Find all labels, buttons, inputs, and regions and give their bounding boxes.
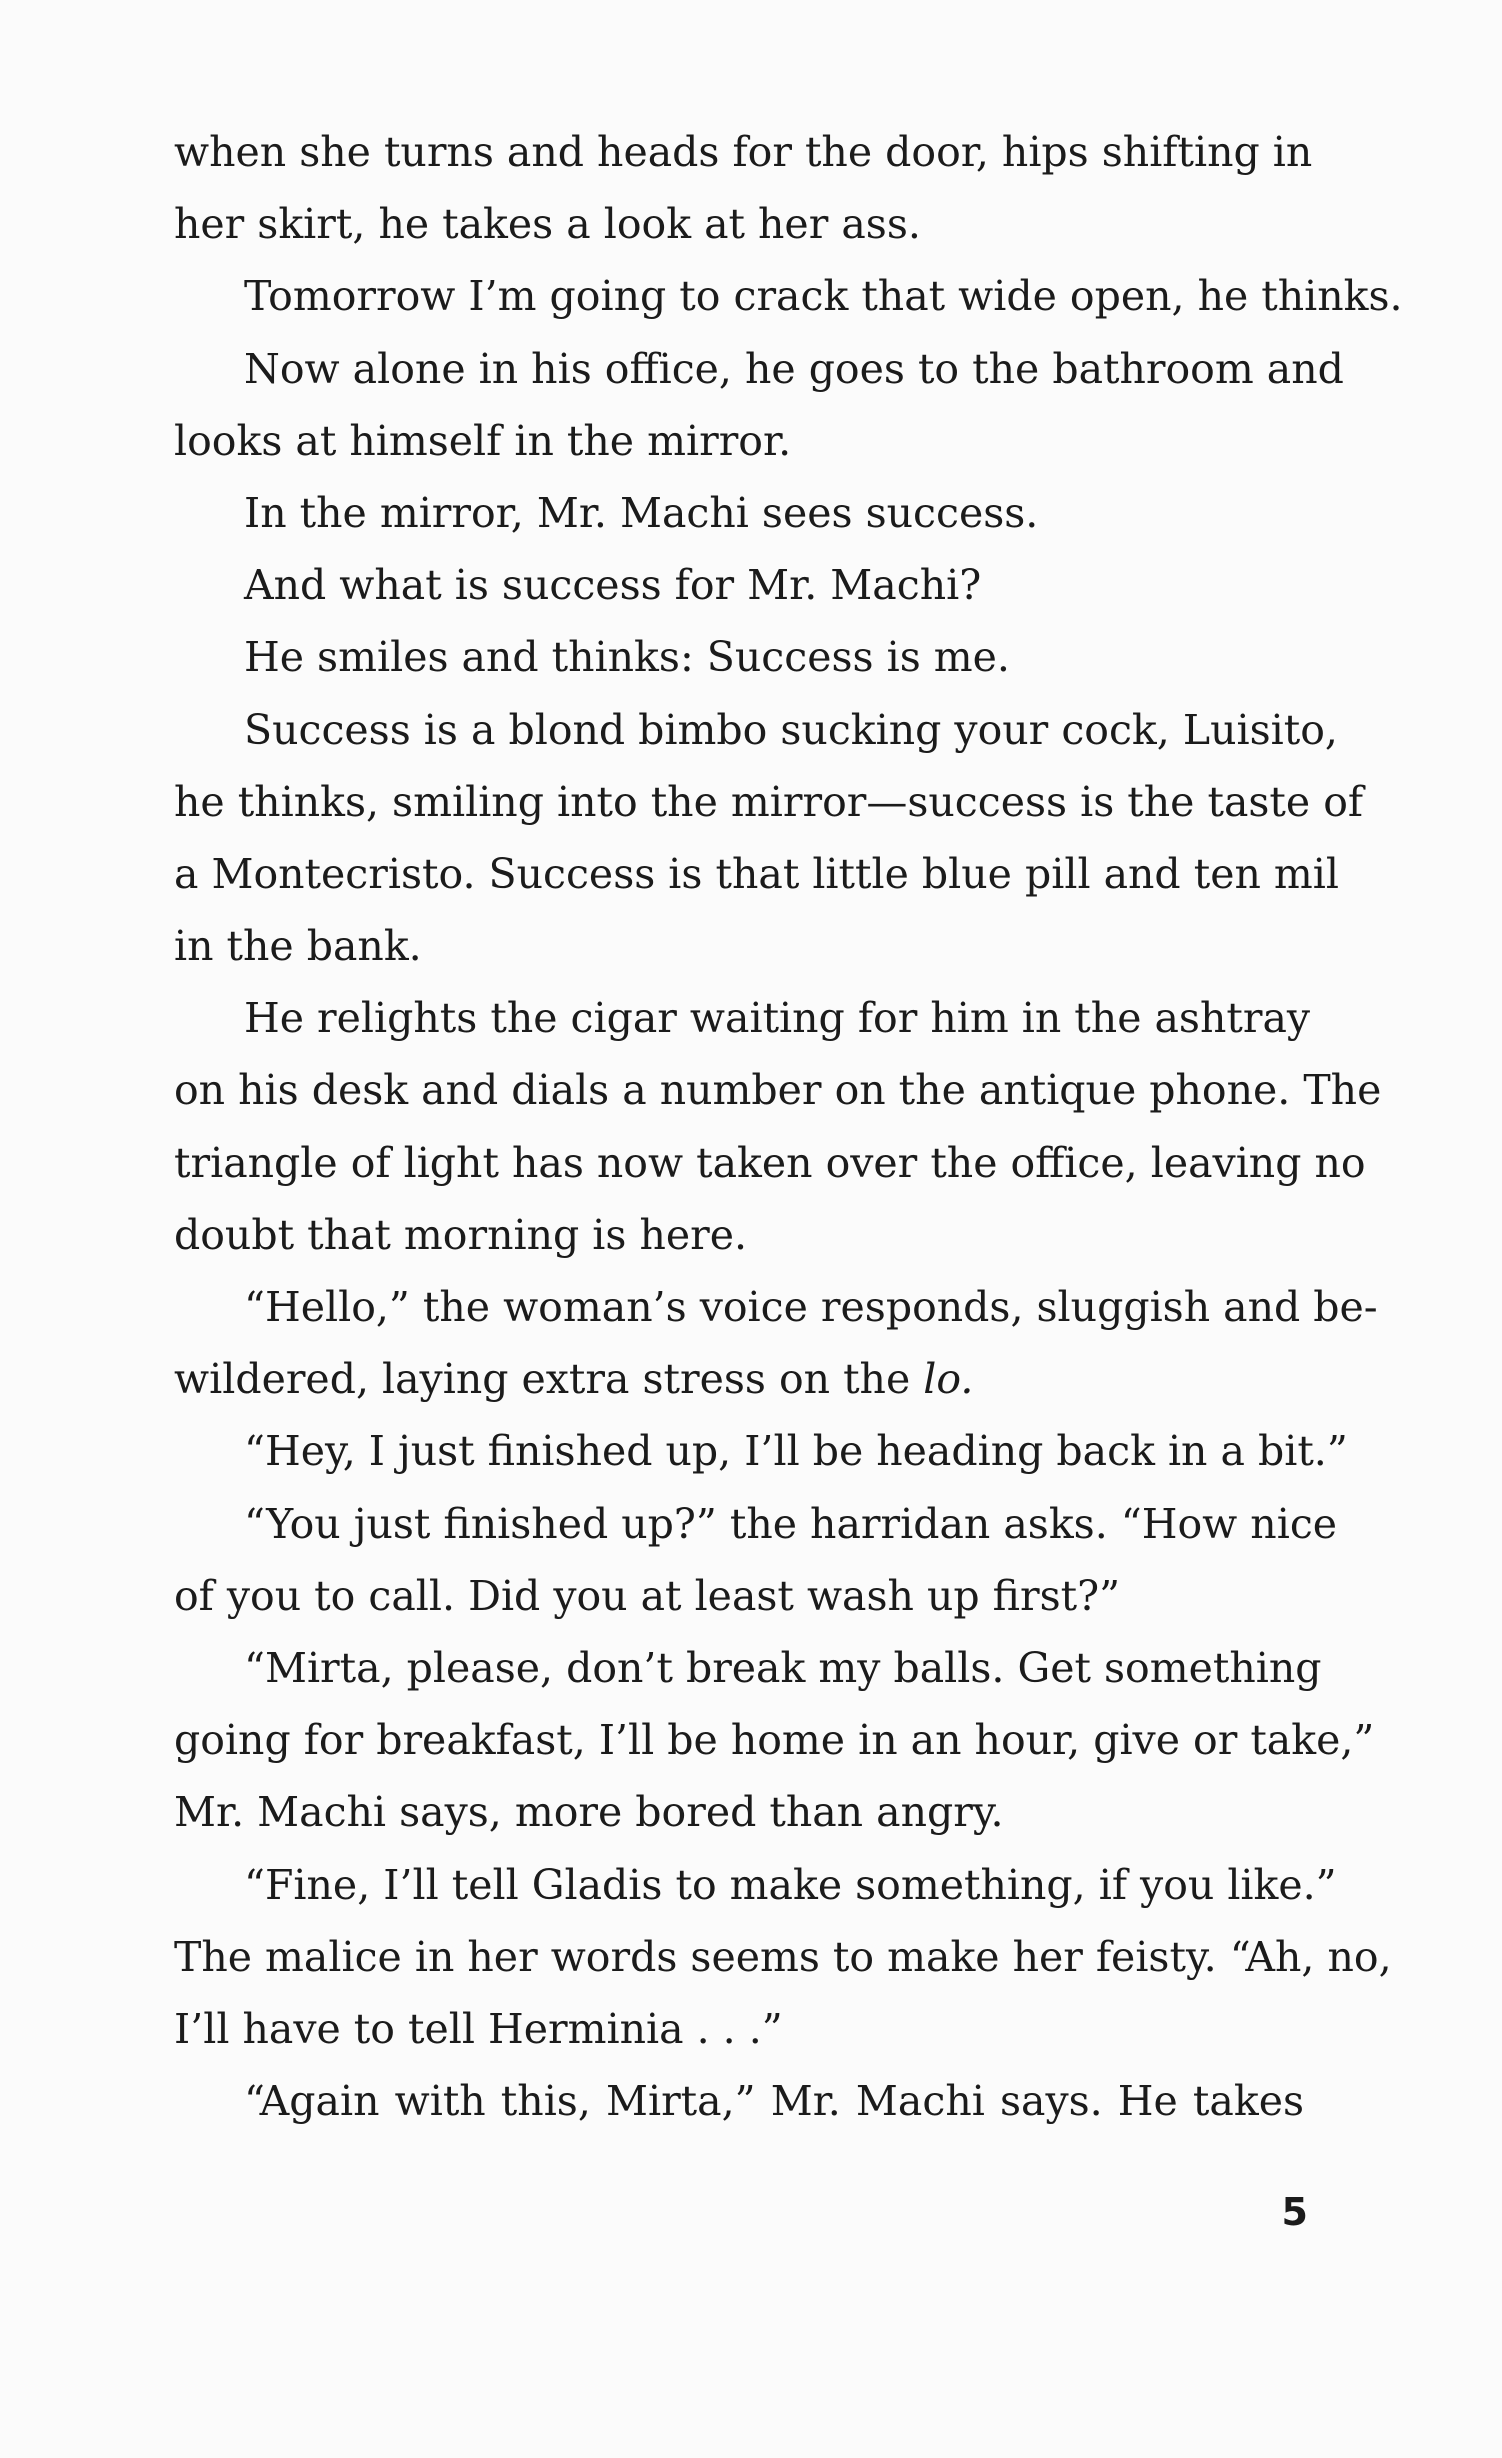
text-line xyxy=(174,1343,1304,1415)
text-line: triangle of light has now taken over the office, leaving no xyxy=(174,1138,1366,1187)
text-line: Tomorrow I’m going to crack that wide open, he thinks. xyxy=(244,272,1403,321)
text-line: He smiles and thinks: Success is me. xyxy=(244,633,1010,682)
text-line: Now alone in his office, he goes to the bathroom and xyxy=(244,344,1344,393)
text-line: “Fine, I’ll tell Gladis to make something, if you like.” xyxy=(244,1860,1337,1909)
text-line: doubt that morning is here. xyxy=(174,1210,748,1259)
text-line: Mr. Machi says, more bored than angry. xyxy=(174,1788,1004,1837)
text-line: when she turns and heads for the door, hips shifting in xyxy=(174,128,1313,176)
text-line: The malice in her words seems to make her feisty. “Ah, no, xyxy=(174,1932,1392,1981)
body-text xyxy=(174,116,1403,2137)
text-line: “Hello,” the woman’s voice responds, sluggish and be- xyxy=(244,1283,1378,1331)
text-line: He relights the cigar waiting for him in the ashtray xyxy=(244,994,1311,1043)
text-line: “Hey, I just finished up, I’ll be heading back in a bit.” xyxy=(244,1427,1348,1476)
text-line: “You just finished up?” the harridan asks. “How nice xyxy=(244,1499,1338,1548)
text-line: Success is a blond bimbo sucking your cock, Luisito, xyxy=(244,705,1338,754)
text-line: looks at himself in the mirror. xyxy=(174,416,792,465)
text-line: her skirt, he takes a look at her ass. xyxy=(174,200,921,249)
text-line: of you to call. Did you at least wash up first?” xyxy=(174,1571,1121,1620)
page-number: 5 xyxy=(1281,2190,1308,2234)
text-line: “Mirta, please, don’t break my balls. Get something xyxy=(244,1643,1322,1692)
text-line: I’ll have to tell Herminia . . .” xyxy=(174,2004,783,2053)
text-line: And what is success for Mr. Machi? xyxy=(244,561,982,610)
text-line: on his desk and dials a number on the antique phone. The xyxy=(174,1066,1382,1115)
text-line: In the mirror, Mr. Machi sees success. xyxy=(244,488,1039,537)
text-line: a Montecristo. Success is that little blue pill and ten mil xyxy=(174,849,1339,898)
text-line: he thinks, smiling into the mirror—success is the taste of xyxy=(174,777,1364,826)
text-line-start: wildered, laying extra stress on the xyxy=(174,1355,924,1404)
italic-word: lo. xyxy=(923,1355,974,1404)
text-line: in the bank. xyxy=(174,922,422,971)
text-line: going for breakfast, I’ll be home in an hour, give or take,” xyxy=(174,1716,1375,1765)
text-line: “Again with this, Mirta,” Mr. Machi says. He takes xyxy=(244,2077,1304,2126)
